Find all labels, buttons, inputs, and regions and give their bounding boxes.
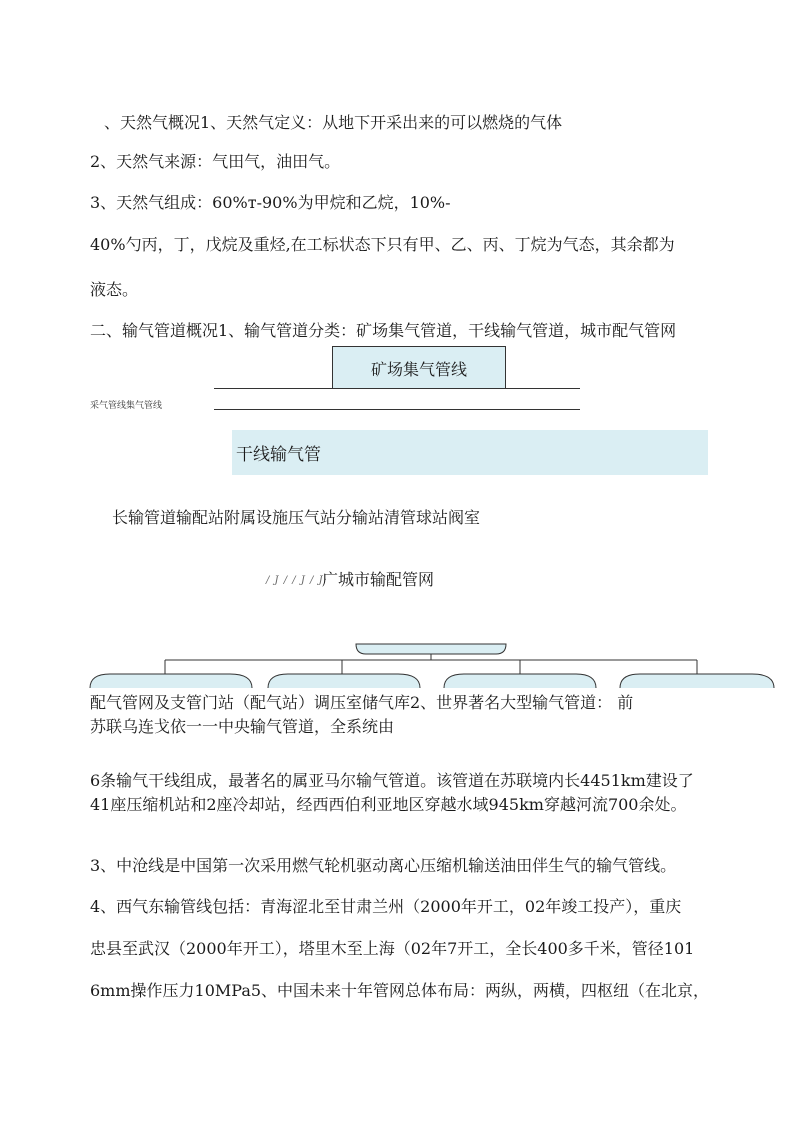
tree-diagram <box>0 630 800 700</box>
field-gathering-label: 矿场集气管线 <box>370 359 467 379</box>
trunk-pipeline-label: 干线输气管 <box>236 445 321 465</box>
para-9: 苏联乌连戈依一一中央输气管道，全系统由 <box>90 717 395 736</box>
child-node-3 <box>444 674 596 688</box>
child-node-2 <box>268 674 420 688</box>
child-node-4 <box>620 674 774 688</box>
para-8: 配气管网及支管门站（配气站）调压室储气库2、世界著名大型输气管道： 前 <box>90 693 637 713</box>
divider-line-top <box>214 388 580 389</box>
para-11: 41座压缩机站和2座冷却站，经西西伯利亚地区穿越水域945km穿越河流700余处。 <box>90 795 687 814</box>
para-7: 长输管道输配站附属设施压气站分输站清管球站阀室 <box>112 508 481 527</box>
divider-line-bottom <box>214 409 580 410</box>
child-node-1 <box>90 674 252 688</box>
para-4: 40%勺丙，丁，戊烷及重烃,在工标状态下只有甲、乙、丙、丁烷为气态，其余都为 <box>90 235 675 254</box>
para-14: 忠县至武汉（2000年开工），塔里木至上海（02年7开工，全长400多千米，管径101 <box>90 939 695 958</box>
para-5: 液态。 <box>90 280 139 299</box>
side-label: 采气管线集气管线 <box>90 401 163 411</box>
para-2: 2、天然气来源：气田气，油田气。 <box>90 152 341 171</box>
para-3: 3、天然气组成：60%т-90%为甲烷和乙烷，10%- <box>90 193 451 212</box>
para-10: 6条输气干线组成，最著名的属亚马尔输气管道。该管道在苏联境内长4451km建设了 <box>90 771 694 790</box>
city-network-title: 广城市输配管网 <box>322 570 435 589</box>
para-15: 6mm操作压力10MPa5、中国未来十年管网总体布局：两纵，两横，四枢纽（在北京， <box>90 981 710 1000</box>
root-node <box>356 644 506 654</box>
field-gathering-box <box>332 346 506 389</box>
para-12: 3、中沧线是中国第一次采用燃气轮机驱动离心压缩机输送油田伴生气的输气管线。 <box>90 856 677 875</box>
para-1: 、天然气概况1、天然气定义：从地下开采出来的可以燃烧的气体 <box>104 113 563 132</box>
trunk-pipeline-box <box>232 430 708 475</box>
para-6: 二、输气管道概况1、输气管道分类：矿场集气管道，干线输气管道，城市配气管网 <box>90 321 677 340</box>
para-13: 4、西气东输管线包括：青海涩北至甘肃兰州（2000年开工，02年竣工投产），重庆 <box>90 897 682 916</box>
scribble-marks: / J / / J / J· <box>266 575 328 586</box>
